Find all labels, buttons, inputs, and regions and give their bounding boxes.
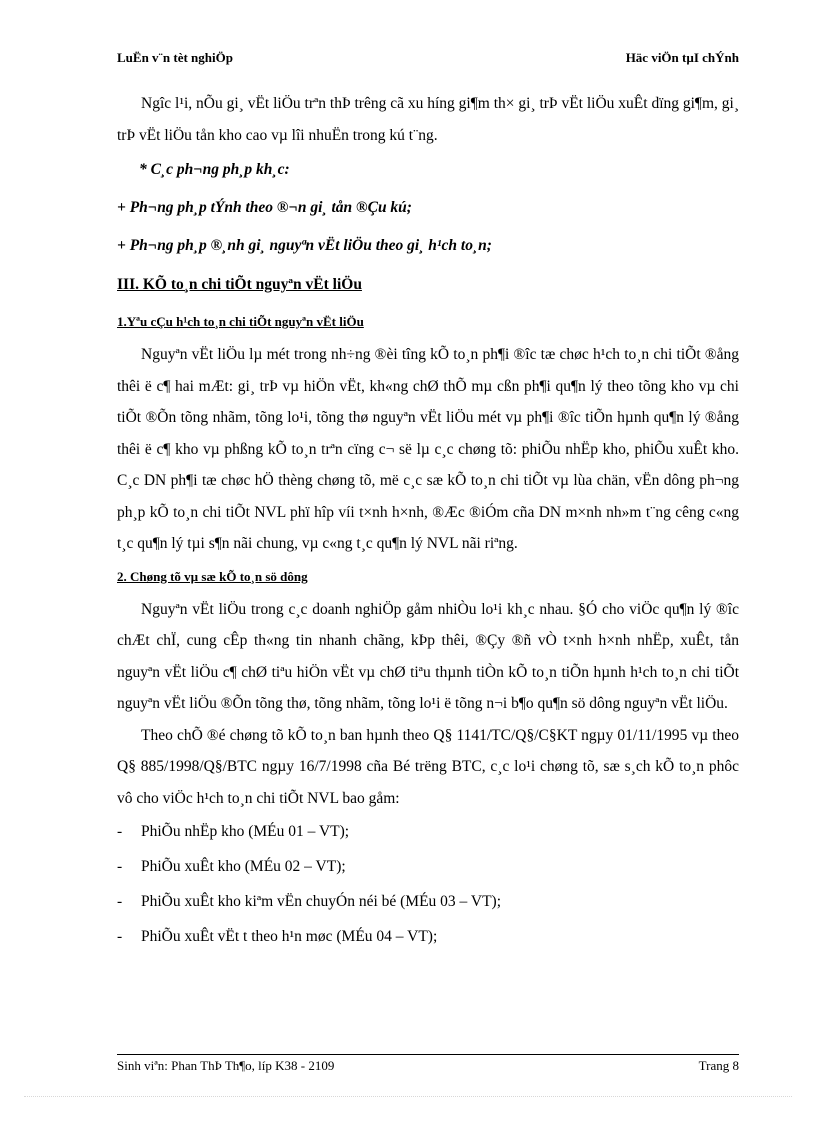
footer-student-label: Sinh viªn: Phan ThÞ Th¶o, líp K38 - 2109 [117,1058,335,1073]
subsection-title-2: 2. Chøng tõ vµ sæ kÕ to¸n sö dông [117,568,308,584]
list-dash: - [117,823,123,840]
list-dash: - [117,858,123,875]
list-item [117,884,739,919]
paragraph-materials: Nguyªn vËt liÖu trong c¸c doanh nghiÖp gåm nhiÒu lo¹i kh¸c nhau. §Ó cho viÖc qu¶n lý ®îc chÆt chÏ, cung cÊp th«ng tin nhanh chãng, kÞp thêi, ®Çy ®ñ vÒ t×nh h×nh nhËp, xuÊt, tån nguyªn vËt liÖu c¶ chØ tiªu hiÖn vËt vµ chØ tiªu thµnh tiÒn kÕ to¸n tiÕn hµnh h¹ch to¸n chi tiÕt nguyªn vËt liÖu ®Õn tõng thø, tõng nhãm, tõng lo¹i ë tõng n¬i b¶o qu¶n sö dông nguyªn vËt liÖu. [117,600,739,712]
list-item [117,849,739,884]
page-bottom-edge [24,1096,792,1097]
header-thesis-label: LuËn v¨n tèt nghiÖp [117,50,233,65]
method-accounting-price: + Ph¬ng ph¸p ®¸nh gi¸ nguyªn vËt liÖu theo gi¸ h¹ch to¸n; [117,237,492,254]
page-header [117,50,739,70]
list-dash: - [117,893,123,910]
list-item-text: PhiÕu xuÊt kho (MÉu 02 – VT); [141,858,346,875]
list-item-text: PhiÕu xuÊt vËt t theo h¹n møc (MÉu 04 – VT); [141,928,438,945]
other-methods-label: * C¸c ph¬ng ph¸p kh¸c: [139,161,290,178]
paragraph-regulation: Theo chÕ ®é chøng tõ kÕ to¸n ban hµnh theo Q§ 1141/TC/Q§/C§KT ngµy 01/11/1995 vµ theo Q§ 885/1998/Q§/BTC ngµy 16/7/1998 cña Bé trëng BTC, c¸c lo¹i chøng tõ, sæ s¸ch kÕ to¸n phôc vô cho viÖc h¹ch to¸n chi tiÕt NVL bao gåm: [117,726,739,807]
list-item-text: PhiÕu nhËp kho (MÉu 01 – VT); [141,823,350,840]
subsection-title-1: 1.Yªu cÇu h¹ch to¸n chi tiÕt nguyªn vËt liÖu [117,314,364,329]
section-title-iii: III. KÕ to¸n chi tiÕt nguyªn vËt liÖu [117,276,362,293]
list-item [117,814,739,849]
page-number: Trang 8 [698,1058,739,1073]
list-item-text: PhiÕu xuÊt kho kiªm vËn chuyÓn néi bé (MÉu 03 – VT); [141,893,502,910]
page-body [117,88,739,954]
paragraph-price-trend: Ngîc l¹i, nÕu gi¸ vËt liÖu trªn thÞ trêng cã xu híng gi¶m th× gi¸ trÞ vËt liÖu xuÊt dïng gi¶m, gi¸ trÞ vËt liÖu tån kho cao vµ lîi nhuËn trong kú t¨ng. [117,95,739,144]
document-list [117,814,739,954]
paragraph-requirements: Nguyªn vËt liÖu lµ mét trong nh÷ng ®èi tîng kÕ to¸n ph¶i ®îc tæ chøc h¹ch to¸n chi tiÕt ®ång thêi ë c¶ hai mÆt: gi¸ trÞ vµ hiÖn vËt, kh«ng chØ thÕ mµ cßn ph¶i qu¶n lý theo tõng kho vµ chi tiÕt ®Õn tõng nhãm, tõng lo¹i, tõng thø nguyªn vËt liÖu mét vµ ph¶i ®îc tiÕn hµnh qu¶n lý ®ång thêi ë c¶ kho vµ phßng kÕ to¸n trªn cïng c¬ së lµ c¸c chøng tõ: phiÕu nhËp kho, phiÕu xuÊt kho. C¸c DN ph¶i tæ chøc hÖ thèng chøng tõ, më c¸c sæ kÕ to¸n chi tiÕt vµ lùa chän, vËn dông ph¬ng ph¸p kÕ to¸n chi tiÕt NVL phï hîp víi t×nh h×nh, ®Æc ®iÓm cña DN m×nh nh»m t¨ng cêng c«ng t¸c qu¶n lý tµi s¶n nãi chung, vµ c«ng t¸c qu¶n lý NVL nãi riªng. [117,346,739,552]
footer-divider [117,1054,739,1055]
method-opening-price: + Ph¬ng ph¸p tÝnh theo ®¬n gi¸ tån ®Çu kú; [117,199,412,216]
list-item [117,919,739,954]
list-dash: - [117,928,123,945]
header-institution-label: Häc viÖn tµI chÝnh [625,50,739,65]
